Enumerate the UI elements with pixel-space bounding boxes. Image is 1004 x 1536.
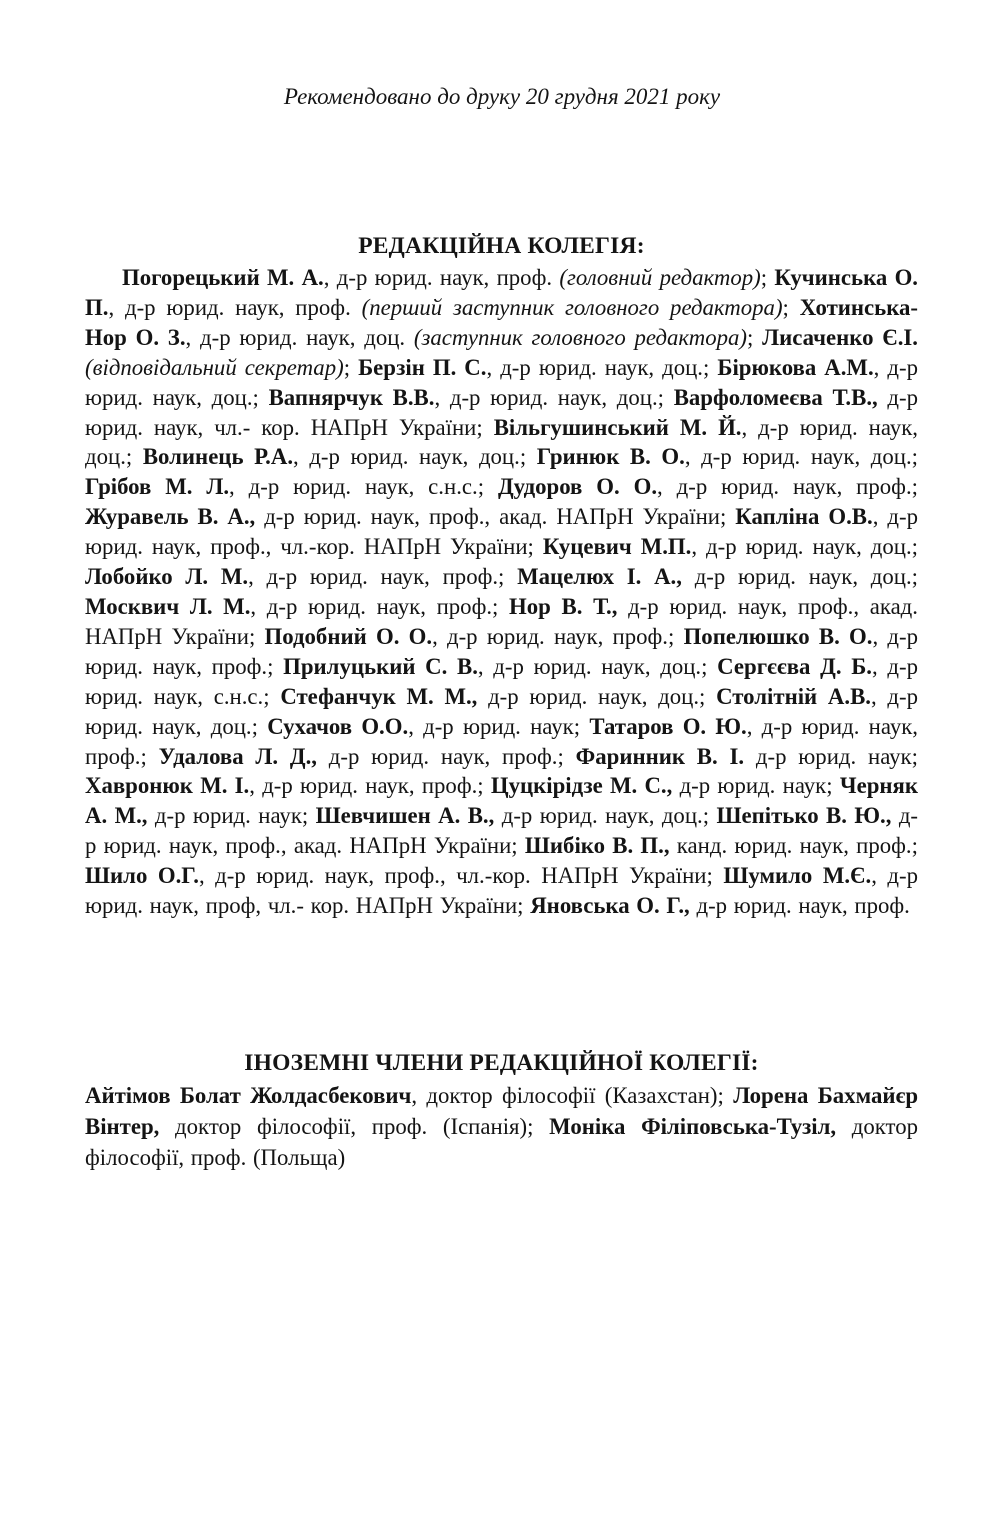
member-credentials: , д-р юрид. наук, доц.; xyxy=(293,444,537,470)
member-name: Попелюшко В. О. xyxy=(683,623,873,649)
member-name: Шепітько В. Ю., xyxy=(716,803,892,829)
member-credentials: д-р юрид. наук; xyxy=(672,773,840,799)
member-credentials: д-р юрид. наук, проф. xyxy=(689,893,910,919)
member-credentials: , д-р юрид. наук, доц.; xyxy=(684,444,918,470)
member-name: Бірюкова А.М. xyxy=(717,354,874,380)
member-credentials: , д-р юрид. наук, проф.; xyxy=(250,593,510,619)
member-credentials: , д-р юрид. наук, проф. xyxy=(108,294,362,320)
member-name: Моніка Філіповська-Тузіл, xyxy=(549,1114,837,1140)
member-credentials: д-р юрид. наук, доц.; xyxy=(477,683,717,709)
foreign-members-paragraph xyxy=(85,1080,918,1174)
member-credentials: д-р юрид. наук, доц.; xyxy=(681,564,918,590)
member-credentials: ; xyxy=(343,354,359,380)
member-name: Погорецький М. А. xyxy=(122,265,324,290)
member-name: Волинець Р.А. xyxy=(142,444,294,470)
member-name: Шило О.Г. xyxy=(85,863,199,889)
member-credentials: , д-р юрид. наук, доц.; xyxy=(477,653,718,679)
member-credentials: , д-р юрид. наук; xyxy=(408,713,590,739)
member-name: Лобойко Л. М. xyxy=(85,564,249,590)
member-credentials: д-р юрид. наук; xyxy=(744,743,918,769)
member-name: Лорена Бахмайєр Вінтер, xyxy=(85,1083,919,1140)
member-credentials: , д-р юрид. наук, проф., чл.-кор. НАПрН України; xyxy=(85,504,918,560)
member-name: Мацелюх І. А., xyxy=(517,564,682,590)
member-name: Кучинська О. П. xyxy=(85,265,919,320)
editorial-board-paragraph xyxy=(85,263,918,921)
member-name: Гринюк В. О. xyxy=(536,444,685,470)
member-credentials: , д-р юрид. наук, доц.; xyxy=(85,683,919,739)
member-credentials: д-р юрид. наук, чл.- кор. НАПрН України; xyxy=(85,384,918,440)
member-credentials: , д-р юрид. наук, проф.; xyxy=(657,474,918,500)
member-credentials: , д-р юрид. наук, доц.; xyxy=(486,354,718,380)
member-name: Шевчишен А. В., xyxy=(315,803,495,829)
member-credentials: , д-р юрид. наук, доц.; xyxy=(85,354,918,410)
member-credentials: доктор філософії, проф. (Іспанія); xyxy=(159,1114,550,1140)
member-credentials: ; xyxy=(782,294,800,320)
member-credentials: , д-р юрид. наук, проф., чл.-кор. НАПрН України; xyxy=(198,863,724,889)
member-name: Столітній А.В. xyxy=(716,683,871,709)
member-name: Хотинська-Нор О. З. xyxy=(85,294,918,350)
member-name: Капліна О.В. xyxy=(735,504,873,530)
member-name: Подобний О. О. xyxy=(264,623,433,649)
member-name: Удалова Л. Д., xyxy=(158,743,317,769)
member-name: Вільгушинський М. Й. xyxy=(493,414,742,440)
member-name: Берзін П. С. xyxy=(358,354,487,380)
member-name: Сухачов О.О. xyxy=(267,713,409,739)
foreign-members-heading: ІНОЗЕМНІ ЧЛЕНИ РЕДАКЦІЙНОЇ КОЛЕГІЇ: xyxy=(244,1050,759,1076)
member-credentials: , д-р юрид. наук, проф.; xyxy=(248,564,518,590)
member-name: Шумило М.Є. xyxy=(723,863,872,889)
member-credentials: , д-р юрид. наук, доц.; xyxy=(691,534,919,560)
member-credentials: , д-р юрид. наук, доц. xyxy=(185,324,414,350)
member-credentials: , д-р юрид. наук, с.н.с.; xyxy=(85,653,918,709)
member-name: Варфоломеєва Т.В., xyxy=(673,384,878,410)
editorial-board-heading: РЕДАКЦІЙНА КОЛЕГІЯ: xyxy=(358,233,645,259)
member-credentials: , д-р юрид. наук, проф.; xyxy=(432,623,684,649)
member-credentials: , доктор філософії (Казахстан); xyxy=(411,1083,734,1108)
member-credentials: , д-р юрид. наук, проф.; xyxy=(249,773,491,799)
member-role: (заступник головного редактора) xyxy=(413,324,748,350)
member-name: Нор В. Т., xyxy=(509,593,618,619)
member-role: (головний редактор) xyxy=(559,265,761,290)
member-role: (перший заступник головного редактора) xyxy=(361,294,783,320)
member-name: Цуцкірідзе М. С., xyxy=(490,773,673,799)
member-name: Прилуцький С. В. xyxy=(283,653,478,679)
member-credentials: , д-р юрид. наук, проф. xyxy=(323,265,560,290)
member-credentials: , д-р юрид. наук, доц.; xyxy=(85,414,918,470)
member-credentials: д-р юрид. наук, проф., акад. НАПрН України; xyxy=(85,803,919,859)
member-name: Лисаченко Є.І. xyxy=(762,324,919,350)
member-name: Стефанчук М. М., xyxy=(280,683,478,709)
recommendation-note: Рекомендовано до друку 20 грудня 2021 року xyxy=(283,84,721,109)
member-credentials: , д-р юрид. наук, с.н.с.; xyxy=(229,474,498,500)
member-name: Куцевич М.П. xyxy=(542,534,692,560)
member-role: (відповідальний секретар) xyxy=(85,354,344,380)
member-credentials: , д-р юрид. наук, доц.; xyxy=(434,384,674,410)
member-name: Журавель В. А., xyxy=(85,504,256,530)
member-name: Айтімов Болат Жолдасбекович xyxy=(85,1083,412,1108)
member-name: Москвич Л. М. xyxy=(85,593,251,619)
member-name: Дудоров О. О. xyxy=(497,474,658,500)
member-credentials: д-р юрид. наук, доц.; xyxy=(494,803,717,829)
member-name: Грібов М. Л. xyxy=(85,474,230,500)
member-name: Яновська О. Г., xyxy=(530,893,690,919)
member-name: Шибіко В. П., xyxy=(524,833,670,859)
member-name: Фаринник В. І. xyxy=(575,743,745,769)
member-credentials: , д-р юрид. наук, проф, чл.- кор. НАПрН України; xyxy=(85,863,919,919)
member-credentials: ; xyxy=(747,324,763,350)
member-credentials: д-р юрид. наук, проф., акад. НАПрН України; xyxy=(255,504,736,530)
member-credentials: , д-р юрид. наук, проф.; xyxy=(85,623,918,679)
member-credentials: доктор філософії, проф. (Польща) xyxy=(85,1114,918,1171)
member-credentials: ; xyxy=(760,265,775,290)
member-credentials: , д-р юрид. наук, проф.; xyxy=(85,713,918,769)
member-name: Хавронюк М. І. xyxy=(85,773,250,799)
member-credentials: д-р юрид. наук, проф., акад. НАПрН України; xyxy=(85,593,918,649)
member-credentials: канд. юрид. наук, проф.; xyxy=(669,833,918,859)
member-name: Черняк А. М., xyxy=(85,773,918,829)
member-name: Вапнярчук В.В. xyxy=(268,384,435,410)
member-name: Сергєєва Д. Б. xyxy=(717,653,872,679)
member-credentials: д-р юрид. наук, проф.; xyxy=(316,743,576,769)
member-name: Татаров О. Ю. xyxy=(589,713,747,739)
member-credentials: д-р юрид. наук; xyxy=(147,803,316,829)
